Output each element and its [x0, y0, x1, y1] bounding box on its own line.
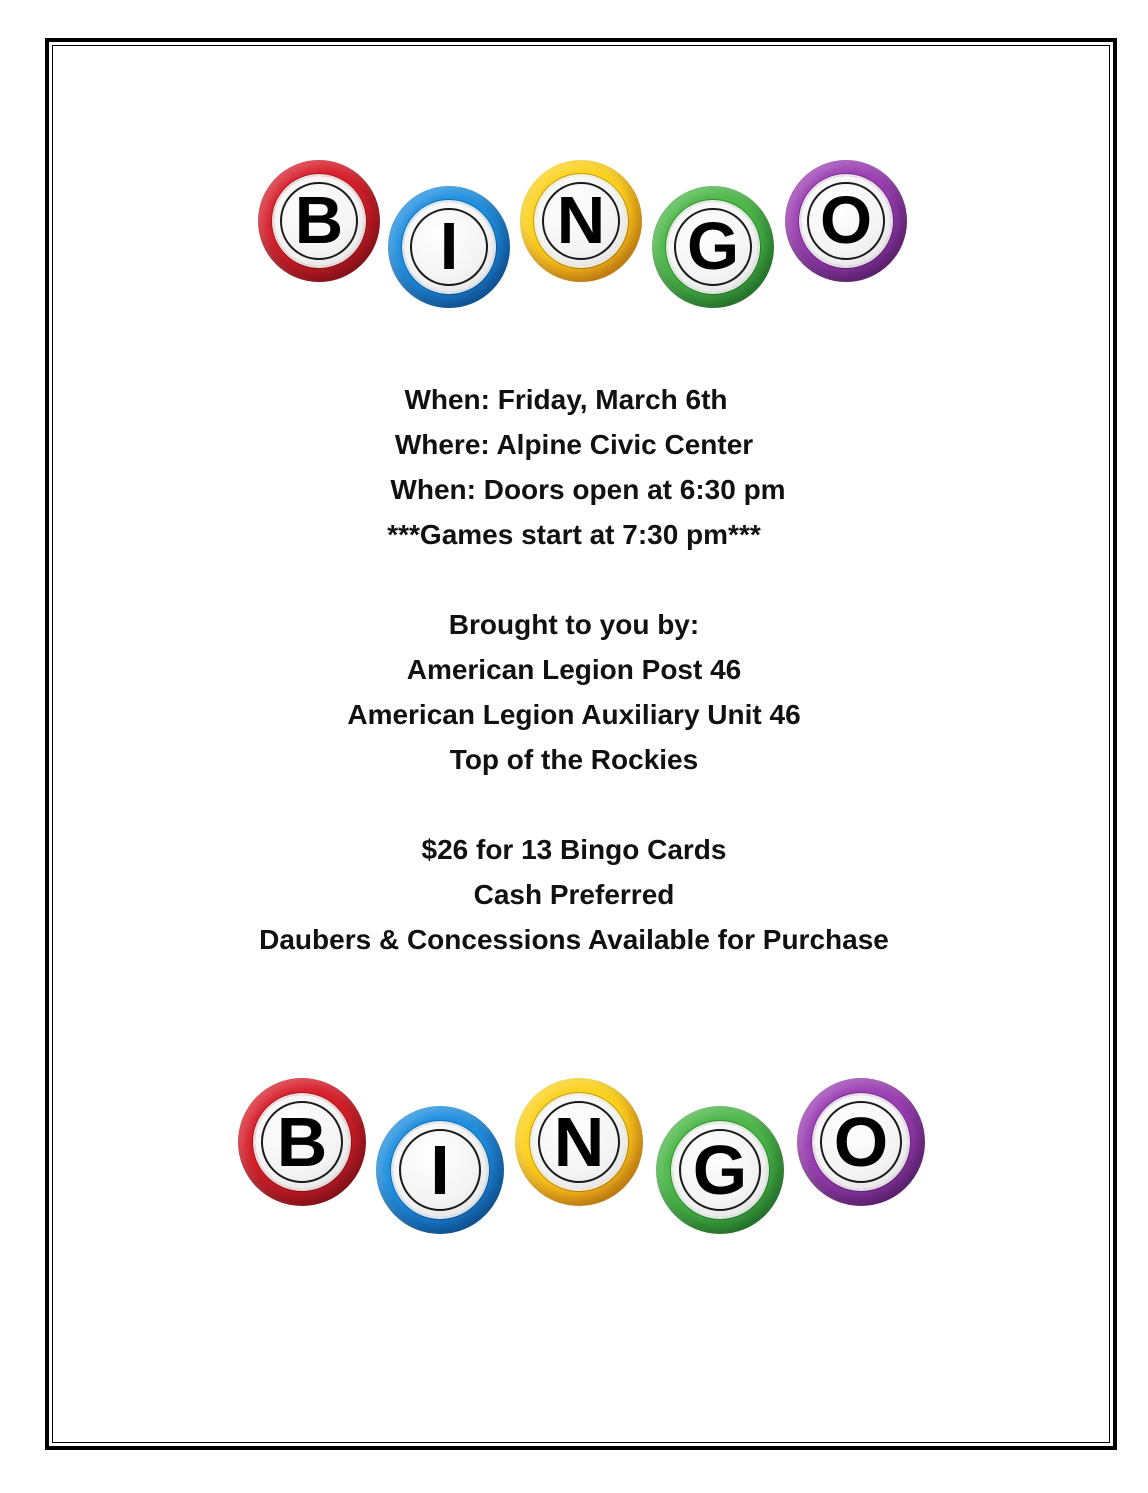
sponsor-item: American Legion Auxiliary Unit 46: [347, 699, 801, 730]
event-games-time: ***Games start at 7:30 pm***: [387, 519, 761, 550]
bingo-ball-icon: [238, 1078, 366, 1206]
event-details: [0, 377, 1148, 962]
bingo-letter: G: [692, 1131, 748, 1209]
bingo-ball-icon: [376, 1106, 504, 1234]
bingo-ball-icon: [656, 1106, 784, 1234]
bingo-banner-top: [0, 160, 1148, 320]
price-info: $26 for 13 Bingo Cards: [421, 834, 727, 865]
bingo-letter: N: [556, 183, 606, 258]
bingo-letter: G: [686, 209, 740, 284]
bingo-letter: O: [819, 183, 873, 258]
event-date: When: Friday, March 6th: [404, 384, 728, 415]
extras-info: Daubers & Concessions Available for Purchase: [259, 924, 889, 955]
bingo-letter: B: [276, 1103, 328, 1181]
bingo-ball-icon: [515, 1078, 643, 1206]
bingo-letter: O: [833, 1103, 889, 1181]
bingo-ball-icon: [797, 1078, 925, 1206]
bingo-ball-icon: [258, 160, 380, 282]
bingo-letter: N: [553, 1103, 605, 1181]
sponsors-heading: Brought to you by:: [448, 609, 700, 640]
bingo-letter: I: [439, 209, 459, 284]
event-location: Where: Alpine Civic Center: [394, 429, 754, 460]
bingo-letter: B: [294, 183, 344, 258]
bingo-ball-icon: [785, 160, 907, 282]
sponsor-item: American Legion Post 46: [406, 654, 742, 685]
sponsor-item: Top of the Rockies: [449, 744, 699, 775]
payment-info: Cash Preferred: [473, 879, 675, 910]
bingo-ball-icon: [652, 186, 774, 308]
bingo-banner-bottom: [0, 1078, 1148, 1248]
bingo-letter: I: [430, 1131, 450, 1209]
bingo-ball-icon: [388, 186, 510, 308]
bingo-ball-icon: [520, 160, 642, 282]
event-doors-time: When: Doors open at 6:30 pm: [390, 474, 786, 505]
